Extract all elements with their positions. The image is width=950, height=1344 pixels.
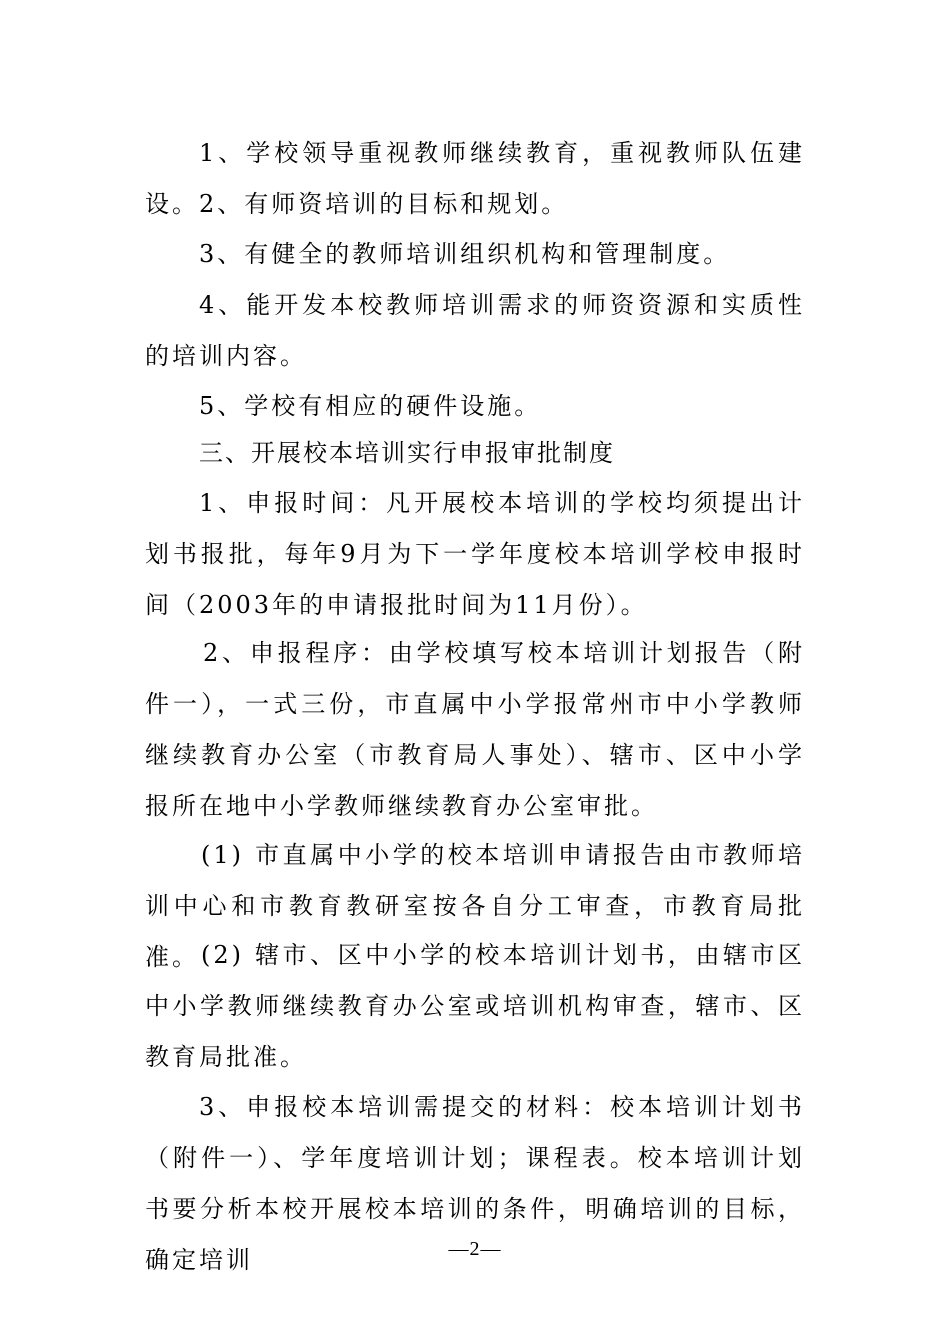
- paragraph-subitem-2: (2) 辖市、区中小学的校本培训计划书，由辖市区中小学教师继续教育办公室或培训机构审查，辖市、区教育局批准。: [145, 941, 805, 1071]
- page-number: —2—: [448, 1238, 502, 1260]
- paragraph-application-time: 1、申报时间：凡开展校本培训的学校均须提出计划书报批，每年9月为下一学年度校本培训学校申报时间（2003年的申请报批时间为11月份）。: [145, 489, 805, 619]
- paragraph-item-1: 1、学校领导重视教师继续教育，重视教师队伍建设。: [145, 139, 805, 218]
- section-heading-3: 三、开展校本培训实行申报审批制度: [199, 439, 615, 467]
- paragraph-item-2: 2、有师资培训的目标和规划。: [199, 190, 569, 218]
- paragraph-item-4: 4、能开发本校教师培训需求的师资资源和实质性的培训内容。: [145, 291, 805, 370]
- paragraph-materials: 3、申报校本培训需提交的材料：校本培训计划书（附件一）、学年度培训计划；课程表。校本培训计划书要分析本校开展校本培训的条件，明确培训的目标，确定培训: [145, 1093, 805, 1274]
- paragraph-subitem-1: (1) 市直属中小学的校本培训申请报告由市教师培训中心和市教育教研室按各自分工审查，市教育局批准。: [145, 841, 805, 971]
- paragraph-item-3: 3、有健全的教师培训组织机构和管理制度。: [199, 240, 731, 268]
- paragraph-item-5: 5、学校有相应的硬件设施。: [199, 392, 542, 420]
- paragraph-application-procedure: 2、申报程序：由学校填写校本培训计划报告（附件一），一式三份，市直属中小学报常州市中小学教师继续教育办公室（市教育局人事处）、辖市、区中小学报所在地中小学教师继续教育办公室审批。: [145, 639, 805, 820]
